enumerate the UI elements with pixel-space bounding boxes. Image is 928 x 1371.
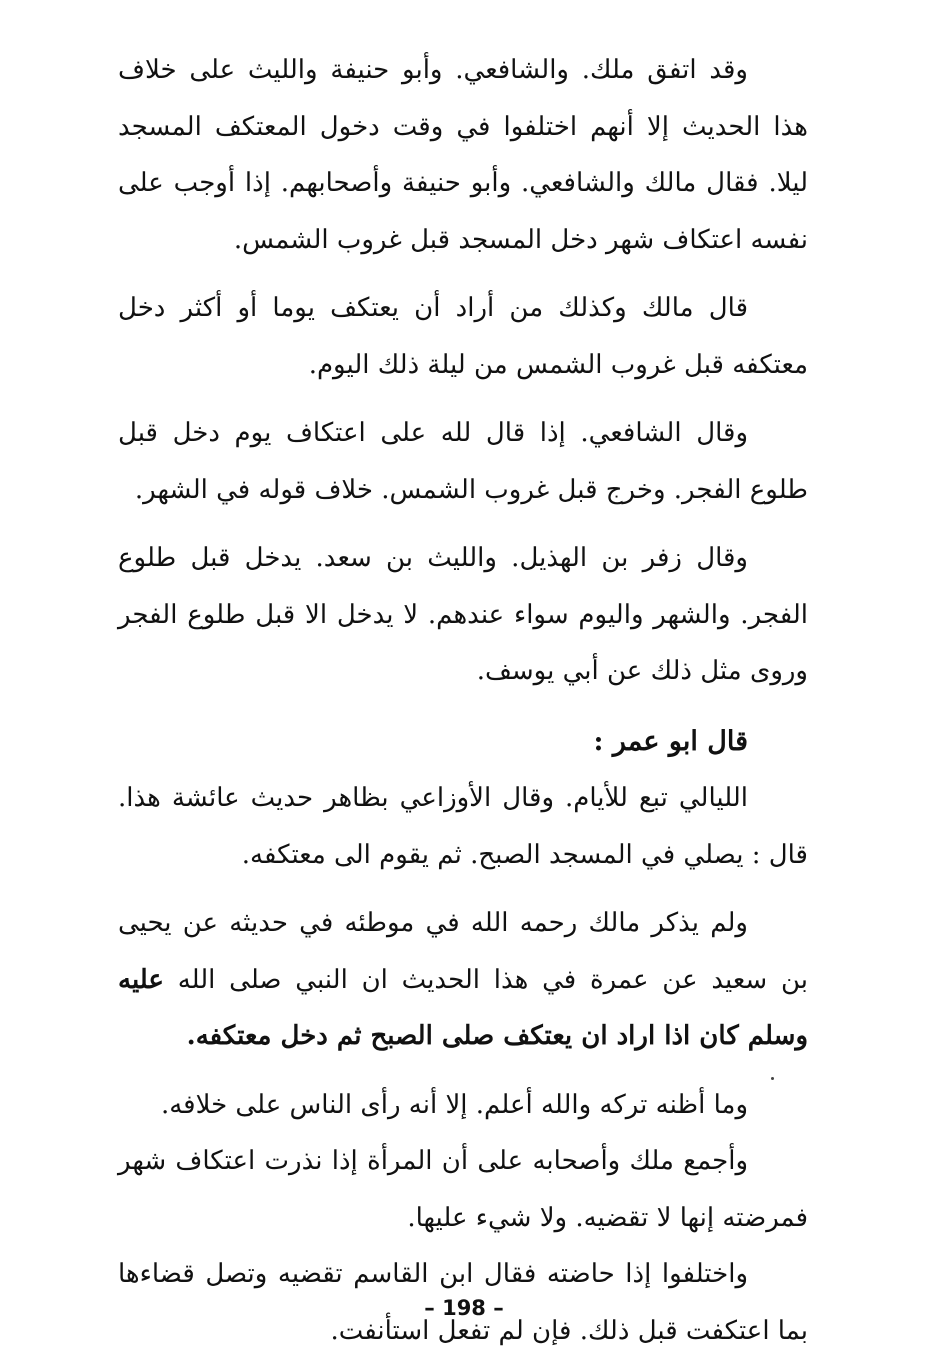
section-heading: قال ابو عمر : — [593, 725, 748, 757]
paragraph-4: وقال زفر بن الهذيل. والليث بن سعد. يدخل قبل طلوع الفجر. والشهر واليوم سواء عندهم. لا يدخل الا قبل طلوع الفجر وروى مثل ذلك عن أبي يوسف. — [118, 543, 808, 686]
paragraph-7: وما أظنه تركه والله أعلم. إلا أنه رأى الناس على خلافه. — [160, 1089, 748, 1120]
paragraph-6-text: ولم يذكر مالك رحمه الله في موطئه في حديثه عن يحيى بن سعيد عن عمرة في هذا الحديث ان النبي صلى الله — [118, 908, 808, 995]
paragraph-1: وقد اتفق ملك. والشافعي. وأبو حنيفة والليث على خلاف هذا الحديث إلا أنهم اختلفوا في وقت دخول المعتكف المسجد ليلا. فقال مالك والشافعي. وأبو حنيفة وأصحابهم. إذا أوجب على نفسه اعتكاف شهر دخل المسجد قبل غروب الشمس. — [118, 55, 808, 255]
paragraph-6-bold-text: عليه وسلم كان اذا اراد ان يعتكف صلى الصبح ثم دخل معتكفه. — [118, 964, 808, 1051]
paragraph-6 — [118, 895, 808, 1065]
paragraph-3: وقال الشافعي. إذا قال لله على اعتكاف يوم دخل قبل طلوع الفجر. وخرج قبل غروب الشمس. خلاف قوله في الشهر. — [118, 418, 808, 505]
page-body — [118, 42, 808, 1371]
paragraph-9: واختلفوا إذا حاضته فقال ابن القاسم تقضيه وتصل قضاءها بما اعتكفت قبل ذلك. فإن لم تفعل استأنفت. — [118, 1259, 808, 1346]
scan-speck — [771, 1077, 774, 1080]
paragraph-8: وأجمع ملك وأصحابه على أن المرأة إذا نذرت اعتكاف شهر فمرضته إنها لا تقضيه. ولا شيء عليها. — [118, 1146, 808, 1233]
paragraph-5: الليالي تبع للأيام. وقال الأوزاعي بظاهر حديث عائشة هذا. قال : يصلي في المسجد الصبح. ثم يقوم الى معتكفه. — [118, 783, 808, 870]
page-number: – 198 – — [424, 1296, 504, 1320]
paragraph-2: قال مالك وكذلك من أراد أن يعتكف يوما أو أكثر دخل معتكفه قبل غروب الشمس من ليلة ذلك اليوم. — [118, 293, 808, 380]
